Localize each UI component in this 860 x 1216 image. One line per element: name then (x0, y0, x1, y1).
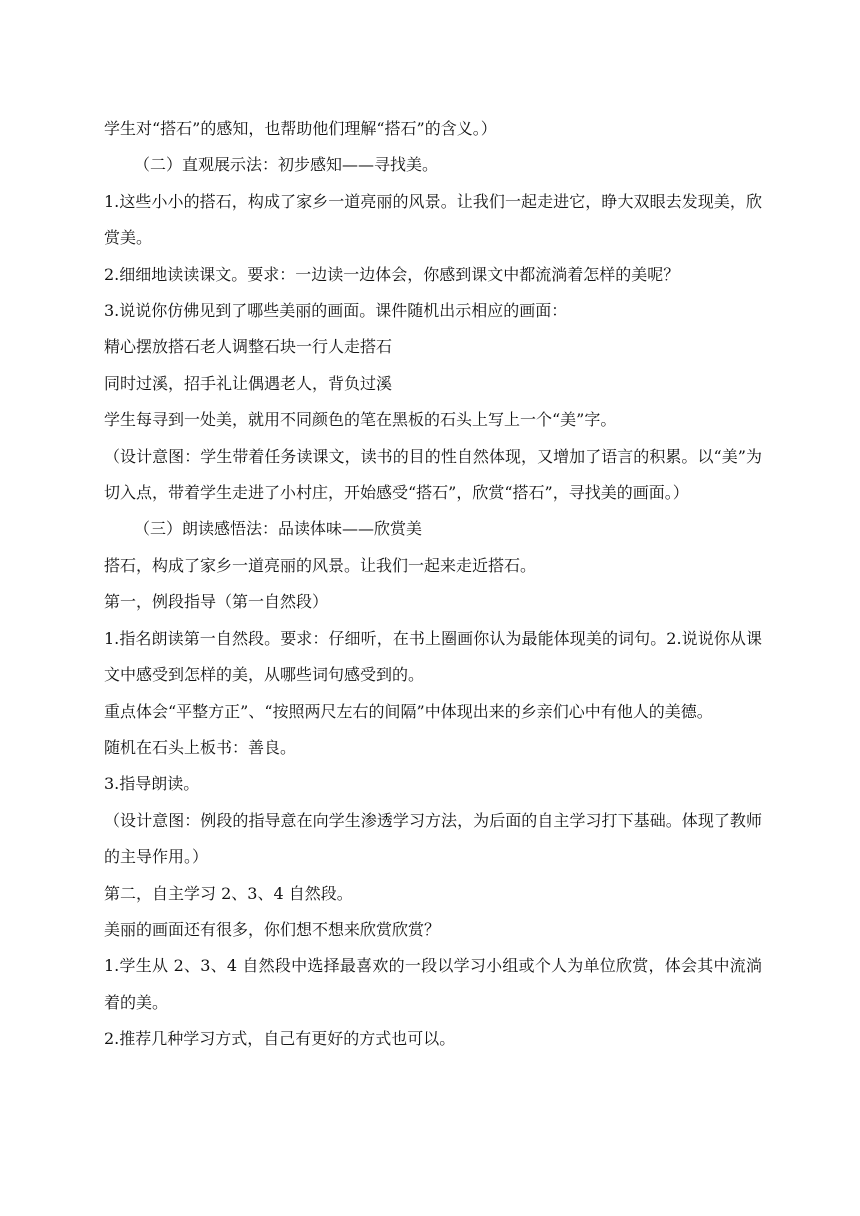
paragraph: 搭石，构成了家乡一道亮丽的风景。让我们一起来走近搭石。 (104, 555, 537, 575)
paragraph: 2.推荐几种学习方式，自己有更好的方式也可以。 (104, 1029, 456, 1049)
paragraph: 1.学生从 2、3、4 自然段中选择最喜欢的一段以学习小组或个人为单位欣赏，体会其中流淌着的美。 (104, 956, 762, 1012)
paragraph: 2.细细地读读课文。要求：一边读一边体会，你感到课文中都流淌着怎样的美呢？ (104, 264, 680, 284)
paragraph: 随机在石头上板书：善良。 (104, 737, 297, 757)
paragraph: 精心摆放搭石老人调整石块一行人走搭石 (104, 337, 393, 357)
design-intent-note: （设计意图：学生带着任务读课文，读书的目的性自然体现，又增加了语言的积累。以“美”为切入点，带着学生走进了小村庄，开始感受“搭石”，欣赏“搭石”，寻找美的画面。） (104, 446, 762, 503)
section-heading: （三）朗读感悟法：品读体味——欣赏美 (134, 519, 423, 539)
paragraph: 1.指名朗读第一自然段。要求：仔细听，在书上圈画你认为最能体现美的词句。2.说说你从课文中感受到怎样的美，从哪些词句感受到的。 (104, 628, 762, 685)
subsection-heading: 第二，自主学习 2、3、4 自然段。 (104, 883, 353, 903)
paragraph: 同时过溪，招手礼让偶遇老人，背负过溪 (104, 373, 393, 393)
paragraph: 3.说说你仿佛见到了哪些美丽的画面。课件随机出示相应的画面： (104, 301, 568, 321)
design-intent-note: （设计意图：例段的指导意在向学生渗透学习方法，为后面的自主学习打下基础。体现了教师的主导作用。） (104, 810, 762, 867)
document-body (104, 111, 762, 1058)
paragraph: 学生每寻到一处美，就用不同颜色的笔在黑板的石头上写上一个“美”字。 (104, 410, 617, 430)
paragraph: 重点体会“平整方正”、“按照两尺左右的间隔”中体现出来的乡亲们心中有他人的美德。 (104, 701, 713, 721)
subsection-heading: 第一，例段指导（第一自然段） (104, 592, 329, 612)
paragraph: 3.指导朗读。 (104, 774, 200, 794)
section-heading: （二）直观展示法：初步感知——寻找美。 (134, 155, 439, 175)
paragraph: 学生对“搭石”的感知，也帮助他们理解“搭石”的含义。） (104, 119, 497, 138)
paragraph: 1.这些小小的搭石，构成了家乡一道亮丽的风景。让我们一起走进它，睁大双眼去发现美，欣赏美。 (104, 191, 762, 248)
paragraph: 美丽的画面还有很多，你们想不想来欣赏欣赏？ (104, 919, 441, 939)
